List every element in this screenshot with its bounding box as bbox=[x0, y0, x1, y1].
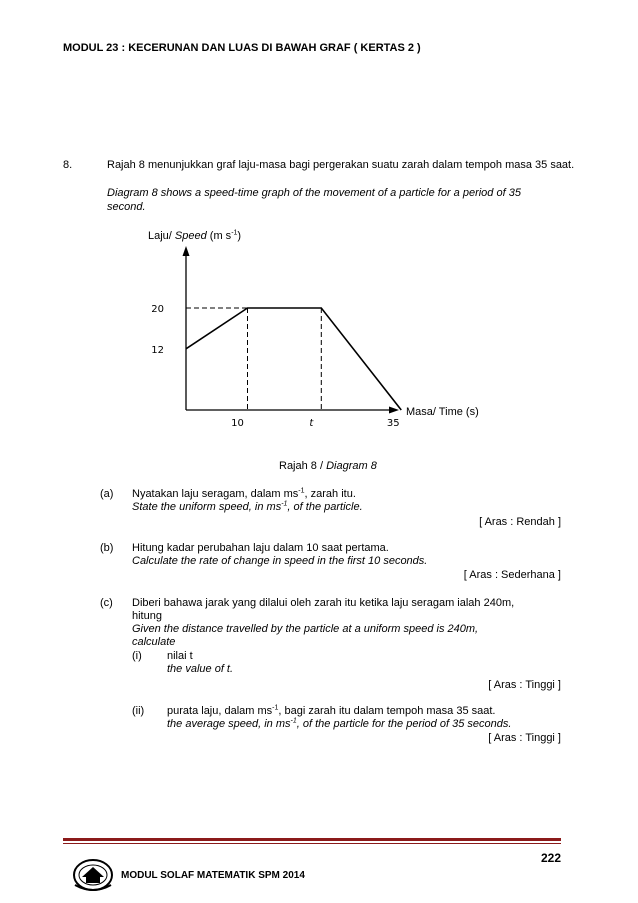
part-c-ii-ms: purata laju, dalam $ms^{-1}$, bagi zarah itu dalam tempoh masa 35 saat. bbox=[167, 704, 496, 717]
part-c-ii-level: [ Aras : Tinggi ] bbox=[488, 732, 561, 744]
question-number: 8. bbox=[63, 159, 73, 171]
part-c-i-level: [ Aras : Tinggi ] bbox=[488, 679, 561, 691]
part-c-ii-en: the average speed, in $ms^{-1}$, of the particle for the period of 35 seconds. bbox=[167, 717, 512, 730]
part-a-ms: Nyatakan laju seragam, dalam $ms^{-1}$, zarah itu. bbox=[132, 487, 356, 500]
y-axis-label: Laju/ Speed (m $s^{-1}$) bbox=[148, 229, 242, 242]
y-tick-label-20: 20 bbox=[151, 304, 164, 315]
footer-rule-thick bbox=[63, 838, 561, 841]
page-number: 222 bbox=[540, 851, 561, 865]
speed-series-line bbox=[186, 308, 401, 410]
x-axis-label: Masa/ Time (s) bbox=[406, 406, 479, 418]
x-tick-label-t: t bbox=[309, 418, 314, 429]
x-axis-arrow-icon bbox=[389, 407, 399, 414]
question-intro-en: Diagram 8 shows a speed-time graph of the movement of a particle for a period of 35 second. bbox=[107, 187, 521, 213]
footer-rule-thin bbox=[63, 843, 561, 844]
y-axis-label-en: Speed bbox=[174, 230, 207, 242]
part-b-level: [ Aras : Sederhana ] bbox=[463, 569, 561, 581]
part-c-en-line1: Given the distance travelled by the particle at a uniform speed is 240m, bbox=[132, 623, 479, 635]
part-b-ms: Hitung kadar perubahan laju dalam 10 saat pertama. bbox=[132, 542, 389, 554]
part-c-i-en: the value of t. bbox=[167, 663, 234, 675]
part-c-ms-line2: hitung bbox=[132, 610, 162, 622]
footer-module-name: MODUL SOLAF MATEMATIK SPM 2014 bbox=[121, 870, 305, 881]
x-tick-label-35: 35 bbox=[386, 418, 400, 429]
x-tick-label-10: 10 bbox=[231, 418, 244, 429]
part-c-label: (c) bbox=[100, 597, 113, 609]
y-axis-unit: (m s bbox=[209, 230, 232, 242]
part-c-en-line2: calculate bbox=[132, 636, 176, 648]
part-a-label: (a) bbox=[100, 488, 114, 500]
page-header: MODUL 23 : KECERUNAN DAN LUAS DI BAWAH GRAF ( KERTAS 2 ) bbox=[63, 42, 421, 54]
part-a-en: State the uniform speed, in $ms^{-1}$, of the particle. bbox=[132, 500, 363, 513]
school-crest-icon bbox=[72, 855, 114, 893]
part-b-en: Calculate the rate of change in speed in the first 10 seconds. bbox=[132, 555, 428, 567]
y-axis-label-ms: Laju/ bbox=[148, 230, 172, 242]
part-a-level: [ Aras : Rendah ] bbox=[479, 516, 561, 528]
part-c-i-ms: nilai t bbox=[167, 650, 193, 662]
question-intro-ms: Rajah 8 menunjukkan graf laju-masa bagi pergerakan suatu zarah dalam tempoh masa 35 saat. bbox=[107, 159, 575, 171]
part-c-i-label: (i) bbox=[132, 650, 142, 662]
y-tick-label-12: 12 bbox=[151, 344, 164, 356]
diagram-caption: Rajah 8 / Diagram 8 bbox=[279, 460, 377, 472]
y-axis-arrow-icon bbox=[183, 246, 190, 256]
part-c-ms-line1: Diberi bahawa jarak yang dilalui oleh zarah itu ketika laju seragam ialah 240m, bbox=[132, 597, 515, 609]
part-c-ii-label: (ii) bbox=[132, 705, 145, 717]
part-b-label: (b) bbox=[100, 542, 114, 554]
